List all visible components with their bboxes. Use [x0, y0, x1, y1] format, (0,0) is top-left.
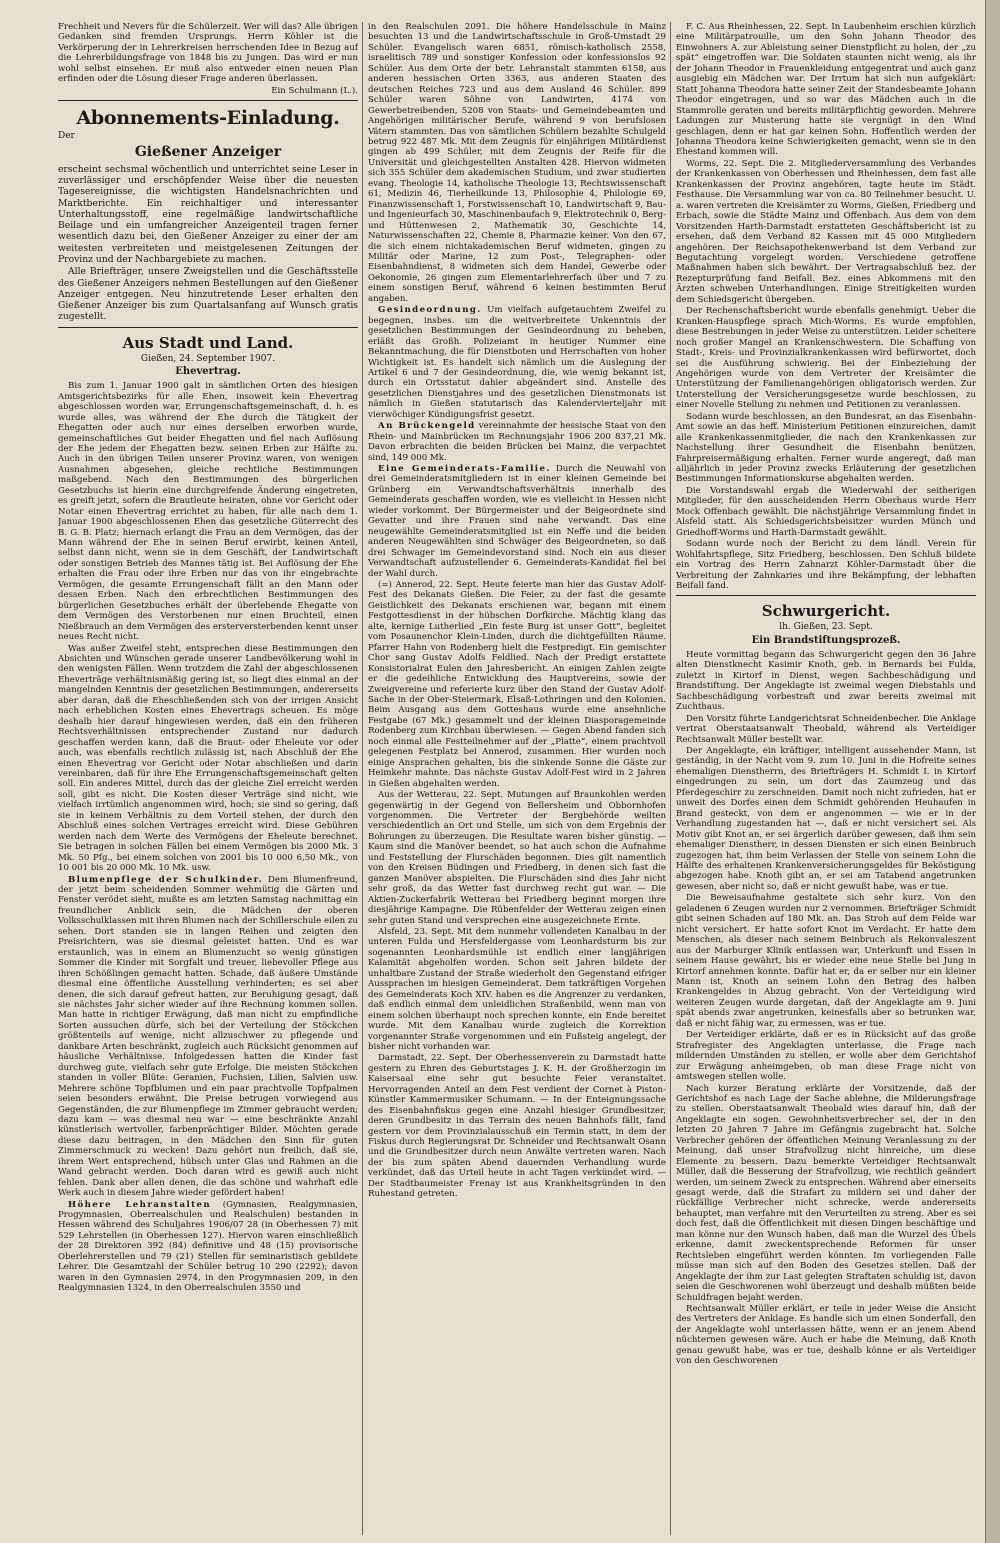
- article-paragraph: Bis zum 1. Januar 1900 galt in sämtlichen Orten des hiesigen Amtsgerichtsbezirks für alle Ehen, insoweit kein Ehevertrag abgeschlossen worden war, Errungenschaftsgemeinschaft, d. h. es wurde alles, was während der Ehe durch die Tätigkeit der Ehegatten oder auch nur eines derselben erworben wurde, gemeinschaftliches Gut beider Ehegatten und fiel nach Auflösung der Ehe jedem der Ehegatten bezw. seinen Erben zur Hälfte zu. Auch in den übrigen Teilen unserer Provinz waren, von wenigen Ausnahmen abgesehen, gleiche rechtliche Bestimmungen maßgebend. Nach den Bestimmungen des bürgerlichen Gesetzbuchs ist hierin eine durchgreifende Änderung eingetreten, es greift jetzt, sofern die Brautleute heiraten, ohne vor Gericht oder Notar einen Ehevertrag errichtet zu haben, für alle nach dem 1. Januar 1900 abgeschlossenen Ehen das gesetzliche Güterrecht des B. G. B. Platz; hiernach erlangt die Frau an dem Vermögen, das der Mann während der Ehe in seinen Beruf erwirbt, keinen Anteil, selbst dann nicht, wenn sie in dem Geschäft, der Landwirtschaft oder sonstigen Betrieb des Mannes tätig ist. Bei Auflösung der Ehe erhalten die Frau oder ihre Erben nur das von ihr eingebrachte Vermögen, die gesamte Errungenschaft fällt an den Mann oder dessen Erben. Nach den erbrechtlichen Bestimmungen des bürgerlichen Gesetzbuches erhält der überlebende Ehegatte von dem Vermögen des Verstorbenen nur einen Bruchteil, einen Nießbrauch an dem Vermögen des ersterversterbenden kennt unser neues Recht nicht.: [58, 381, 358, 643]
- article-worms-2: Der Rechenschaftsbericht wurde ebenfalls genehmigt. Ueber die Kranken-Hauspflege sprach Mich-Worms. Es wurde empfohlen, diese Bestrebungen in jeder Weise zu unterstützen. Leider scheitere noch großer Mangel an Krankenschwestern. Die Schaffung von Stadt-, Kreis- und Provinzialkrankenkassen wird befürwortet, doch sei die Ausführung schwierig. Bei der Einbeziehung der Angehörigen wurde von dem Vertreter der Kreisämter die Unterstützung der Familienangehörigen obligatorisch werden. Zur Unterstellung der Versicherungsgesetze wurde beschlossen, zu einer Novelle Stellung zu nehmen und Petitionen zu veranlassen.: [676, 306, 976, 411]
- article-lead-gemeinderat: Eine Gemeinderats-Familie.: [378, 464, 551, 475]
- article-alsfeld: Alsfeld, 23. Sept. Mit dem nunmehr vollendeten Kanalbau in der unteren Fulda und Hersfeldergasse vom Leonhardsturm bis zur sogenannten Leonhardsmühle ist endlich einer langjährigen Kalamität abgeholfen worden. Schon seit Jahren bildete der unhaltbare Zustand der Straße wiederholt den Gegenstand eifriger Aussprachen im hiesigen Gemeinderat. Dem tatkräftigen Vorgehen des Gemeinderats Koch XIV. haben es die Angrenzer zu verdanken, daß endlich einmal dem unleidlichen Straßenbild, wenn man von einem solchen überhaupt noch sprechen konnte, ein Ende bereitet wurde. Mit dem Kanalbau wurde zugleich die Korrektion vorgenannter Straße vorgenommen und ein Fußsteig angelegt, der bisher nicht vorhanden war.: [368, 926, 666, 1052]
- court-paragraph: Nach kurzer Beratung erklärte der Vorsitzende, daß der Gerichtshof es nach Lage der Sache ablehne, die Milderungsfrage zu stellen. Oberstaatsanwalt Theobald wies darauf hin, daß der Angeklagte ein sogen. Gewohnheitsverbrecher sei, der in den letzten 20 Jahren 7 Jahre im Gefängnis zugebracht hat. Solche Verbrecher gehören der öffentlichen Meinung Veranlassung zu der Meinung, daß unser Strafvollzug nicht hinreiche, um diese Elemente zu bessern. Dazu bemerkte Verteidiger Rechtsanwalt Müller, daß die Besserung der Strafvollzug, wie rechtlich geändert werden, um seinem Zweck zu entsprechen. Während aber einerseits gesagt werde, daß die Strafart zu mildern sei und daher der rückfällige Verbrecher nicht schrecke, werde andererseits behauptet, man verfahre mit den Verurteilten zu streng. Aber es sei doch fest, daß die Öffentlichkeit mit diesen Dingen beschäftige und man könne nur den Wunsch haben, daß man die Wurzel des Übels erkenne, damit zweckentsprechende Reformen für unser Rechtsleben eingeführt werden könnten. Im vorliegenden Falle müsse man sich auf den Boden des Gesetzes stellen. Daß der Angeklagte der ihm zur Last gelegten Straftaten schuldig ist, davon seien die Geschworenen wohl überzeugt und deshalb müßten beide Schuldfragen bejaht werden.: [676, 1083, 976, 1303]
- article-worms-3: Sodann wurde beschlossen, an den Bundesrat, an das Eisenbahn-Amt sowie an das heff. Ministerium Petitionen einzureichen, damit alle Krankenkassenmitglieder, die nach den Krankenkassen zur Nachstellung ihrer Gesundheit die Eisenbahn benützen, Fahrpreisermäßigung erhalten. Ferner wurde angeregt, daß man alljährlich in jeder Provinz zwecks Erläuterung der gesetzlichen Bestimmungen Informationskurse abgehalten werden.: [676, 411, 976, 485]
- column-rule: [670, 22, 671, 1535]
- article-text: Dem Blumenfreund, der jetzt beim scheidenden Sommer wehmütig die Gärten und Fenster verödet sieht, mußte es am letzten Samstag nachmittag ein freundlicher Anblick sein, die Mädchen der oberen Volksschulklassen mit ihren Blumen nach der Schillerschule eilen zu sehen. Dort standen sie in langen Reihen und zeigten den Preisrichtern, was sie diesmal geleistet hatten. Und es war erstaunlich, was in einem an Blumenzucht so wenig günstigen Sommer die Kinder mit Sorgfalt und treuer, liebevoller Pflege aus ihren Schößlingen gemacht hatten. Schade, daß äußere Umstände diesmal eine öffentliche Ausstellung verhinderten; es sei aber denen, die sich darauf gefreut hatten, zur Beruhigung gesagt, daß sie nächstes Jahr sicher wieder auf ihre Rechnung kommen sollen. Man hatte in richtiger Erwägung, daß man nicht zu empfindliche Sorten aussuchen dürfe, sich bei der Verteilung der Stöckchen größtenteils auf wenige, nicht allzuschwer zu pflegende und dankbare Arten beschränkt, zugleich auch Rücksicht genommen auf häusliche Verhältnisse. Infolgedessen hatten die Kinder fast durchweg gute, vielfach sehr gute Erfolge. Die meisten Stöckchen standen in voller Blüte: Geranien, Fuchsien, Lilien, Salvien usw. Mehrere schöne Topfblumen und ein paar prachtvolle Topfpalmen seien besonders erwähnt. Die Preise betrugen vorwiegend aus Gegenständen, die zur Blumenpflege im Zimmer gebraucht werden; dazu kam — was diesmal neu war — eine beschränkte Anzahl künstlerisch wertvoller, farbenprächtiger Bilder. Möchten gerade diese dazu beitragen, in den Mädchen den Sinn für guten Zimmerschmuck zu wecken! Dazu gehört nun freilich, daß sie, ihrem Wert entsprechend, hübsch unter Glas und Rahmen an die Wand gebracht werden. Doch daran wird es gewiß auch nicht fehlen. Dank aber allen denen, die das schöne und wahrhaft edle Werk auch in diesem Jahre wieder gefördert haben!: [58, 874, 358, 1199]
- court-dateline: lh. Gießen, 23. Sept.: [779, 622, 873, 633]
- article-wetterau: Aus der Wetterau, 22. Sept. Mutungen auf Braunkohlen werden gegenwärtig in der Gegend von Bellersheim und Obbornhofen vorgenommen. Die Vertreter der Bergbehörde weilten verschiedentlich an Ort und Stelle, um sich von dem Ergebnis der Bohrungen zu überzeugen. Die Resultate waren bisher günstig. — Kaum sind die Manöver beendet, so hat auch schon die Aufnahme und Feststellung der Flurschäden begonnen. Dies gilt namentlich von den Kreisen Büdingen und Friedberg, in denen sich fast die ganzen Manöver abspielten. Die Flurschäden sind dies Jahr nicht sehr groß, da das Wetter fast durchweg recht gut war. — Die Aktien-Zuckerfabrik Wetterau bei Friedberg beginnt morgen ihre diesjährige Kampagne. Die Rübenfelder der Wetterau zeigen einen sehr guten Stand und versprechen eine ausgezeichnete Ernte.: [368, 790, 666, 926]
- intro-signature: Ein Schulmann (L.).: [271, 85, 358, 96]
- section-title: Aus Stadt und Land.: [122, 333, 294, 352]
- paper-name: Gießener Anzeiger: [134, 143, 282, 160]
- article-lead-brueckengeld: An Brückengeld: [378, 421, 476, 432]
- subscription-body: erscheint sechsmal wöchentlich und unterrichtet seine Leser in zuverlässiger und erschöpfender Weise über die neuesten Tagesereignisse, die wichtigsten Handelsnachrichten und Marktberichte. Ein reichhaltiger und interessanter Unterhaltungsstoff, eine regelmäßige landwirtschaftliche Beilage und ein umfangreicher Anzeigenteil tragen ferner wesentlich dazu bei, den Gießener Anzeiger zu einer der am weitesten verbreiteten und meistgelesenen Zeitungen der Provinz und der Nachbargebiete zu machen.: [58, 163, 358, 265]
- subscription-headline: Abonnements-Einladung.: [76, 107, 340, 130]
- column-2: [368, 22, 666, 1535]
- article-title-ehevertrag: Ehevertrag.: [175, 366, 241, 378]
- article-paragraph: in den Realschulen 2091. Die höhere Handelsschule in Mainz besuchten 13 und die Landwirtschaftsschule in Groß-Umstadt 29 Schüler. Evangelisch waren 6851, römisch-katholisch 2558, israelitisch 789 und sonstiger Konfession oder konfessionslos 92 Schüler. Aus dem Orte der betr. Lehranstalt stammten 6158, aus anderen hessischen Orten 3363, aus anderen Staaten des deutschen Reiches 723 und aus dem Ausland 46 Schüler. 899 Schüler waren Söhne von Landwirten, 4174 von Gewerbetreibenden, 5208 von Staats- und Gemeindebeamten und Angehörigen militärischer Berufe, während 9 von berufslosen Vätern stammten. Das von sämtlichen Schülern bezahlte Schulgeld betrug 922 487 Mk. Mit dem Zeugnis für einjährigen Militärdienst gingen ab 499 Schüler, mit dem Zeugnis der Reife für die Universität und gleichgestellten Anstalten 428. Hiervon widmeten sich 355 Schüler dem akademischen Studium, und zwar studierten evang. Theologie 14, katholische Theologie 13, Rechtswissenschaft 61, Medizin 46, Tierheilkunde 13, Philosophie 4, Philologie 69, Finanzwissenschaft 1, Forstwissenschaft 10, Landwirtschaft 9, Bau- und Ingenieurfach 30, Maschinenbaufach 9, Elektrotechnik 0, Berg- und Hüttenwesen 2, Mathematik 30, Geschichte 14, Naturwissenschaften 22, Chemie 8, Pharmazie keiner. Von den 67, die sich einem nichtakademischen Beruf widmeten, gingen zu Militär oder Marine, 12 zum Post-, Telegraphen- oder Eisenbahndienst, 8 widmeten sich dem Handel, Gewerbe oder Oekonomie, 26 gingen zum Elementarlehrerfach über und 7 zu einem sonstigen Beruf, während 6 keinen bestimmten Beruf angaben.: [368, 22, 666, 304]
- article-worms: Worms, 22. Sept. Die 2. Mitgliederversammlung des Verbandes der Krankenkassen von Oberhessen und Rheinhessen, dem fast alle Krankenkassen der Provinz angehören, tagte heute im Städt. Festhause. Die Versammlung war von ca. 80 Teilnehmer besucht. U. a. waren vertreten die Kreisämter zu Worms, Gießen, Friedberg und Erbach, sowie die Städte Mainz und Offenbach. Aus dem von dem Vorsitzenden Harth-Darmstadt erstatteten Geschäftsbericht ist zu ersehen, daß dem Verband 82 Kassen mit 45 000 Mitgliedern angehören. Der Reichsapothekenwerband ist dem Verband zur Begutachtung vorgelegt worden. Verschiedene getroffene Maßnahmen haben sich bewährt. Der Vertragsabschluß bez. der Rezepturprüfung fand Beifall. Bez. eines Abkommens mit den Ärzten schweben Unterhandlungen. Einige Streitigkeiten wurden dem Schiedsgericht übergeben.: [676, 158, 976, 305]
- article-lead-lehranstalten: Höhere Lehranstalten: [68, 1199, 211, 1210]
- article-darmstadt: Darmstadt, 22. Sept. Der Oberhessenverein zu Darmstadt hatte gestern zu Ehren des Geburtstages J. K. H. der Großherzogin im Kaisersaal eine sehr gut besuchte Feier veranstaltet. Hervorragenden Anteil an dem Fest verdient der Cornet à Piston-Künstler Kammermusiker Schumann. — In der Enteignungssache des Eisenbahnfiskus gegen eine Anzahl hiesiger Grundbesitzer, deren Grundbesitz in das Terrain des neuen Bahnhofs fällt, fand gestern vor dem Provinzialausschuß ein Termin statt, in dem der Fiskus durch Regierungsrat Dr. Schneider und Rechtsanwalt Osann und die Grundbesitzer durch neun Anwälte vertreten waren. Nach der bis zum späten Abend dauernden Verhandlung wurde verkündet, daß das Urteil heute in acht Tagen verkündet wird. — Der Stadtbaumeister Frenay ist aus Krankheitsgründen in den Ruhestand getreten.: [368, 1053, 666, 1200]
- intro-paragraph: Frechheit und Nevers für die Schülerzeit. Wer will das? Alle übrigen Gedanken sind fremden Ursprungs. Herrn Köhler ist die Verkörperung der in Lehrerkreisen herrschenden Idee in Bezug auf die Lehrerbildungsfrage von 1848 bis zu Jungen. Das wird er nun wohl selbst einsehen. Er muß also entweder einen neuen Plan erfinden oder die Lösung dieser Frage anderen überlassen.: [58, 22, 358, 85]
- court-paragraph: Heute vormittag begann das Schwurgericht gegen den 36 Jahre alten Dienstknecht Kasimir Knoth, geb. in Bernards bei Fulda, zuletzt in Kirtorf in Dienst, wegen Sachbeschädigung und Brandstiftung. Der Angeklagte ist zweimal wegen Diebstahls und Sachbeschädigung vorbestraft und zwar bereits zweimal mit Zuchthaus.: [676, 649, 976, 713]
- article-worms-5: Sodann wurde noch der Bericht zu dem ländl. Verein für Wohlfahrtspflege, Sitz Friedberg, beschlossen. Den Schluß bildete ein Vortrag des Herrn Zahnarzt Köhler-Darmstadt über die Verbreitung der Zahnkaries und ihre Bekämpfung, der lebhaften Beifall fand.: [676, 539, 976, 592]
- court-paragraph: Den Vorsitz führte Landgerichtsrat Schneidenbecher. Die Anklage vertrat Oberstaatsanwalt Theobald, während als Verteidiger Rechtsanwalt Müller bestellt war.: [676, 713, 976, 745]
- column-3: [676, 22, 976, 1535]
- article-lead-gesindeordnung: Gesindeordnung.: [378, 305, 482, 316]
- court-paragraph: Der Angeklagte, ein kräftiger, intelligent aussehender Mann, ist geständig, in der Nacht vom 9. zum 10. Juni in die Hofreite seines ehemaligen Dienstherrn, des Briefträgers H. Schmidt I. in Kirtorf eingedrungen zu sein, um dort das Zaumzeug und das Pferdegeschirr zu zerschneiden. Damit noch nicht zufrieden, hat er unweit des Dorfes einen dem Schmidt gehörenden Heuhaufen in Brand gesteckt, von dem er angenommen — wie er in der Verhandlung zugestanden hat —, daß er nicht versichert sei. Als Motiv gibt Knot an, er sei ärgerlich darüber gewesen, daß ihm sein ehemaliger Dienstherr, in dessen Diensten er sich einen Beinbruch zugezogen hat, ihm beim Verlassen der Stelle von seinem Lohn die Hälfte des erhaltenen Krankenversicherungsgeldes für Beköstigung abgezogen habe. Knoth gibt an, er sei am Tatabend angetrunken gewesen, aber nicht so, daß er nicht gewußt habe, was er tue.: [676, 746, 976, 892]
- court-paragraph: Die Beweisaufnahme gestaltete sich sehr kurz. Von den geladenen 6 Zeugen wurden nur 2 vernommen. Briefträger Schmidt gibt seinen Schaden auf 180 Mk. an. Das Stroh auf dem Felde war nicht versichert. Er hatte sofort Knot im Verdacht. Er hatte dem Menschen, als dieser nach seinem Beinbruch als Rekonvaleszent aus der Marburger Klinik entlassen war, Unterkunft und Essen in seinem Hause gewährt, bis er wieder eine neue Stelle bei Jung in Kirtorf annehmen konnte. Dafür hat er, da er selber nur ein kleiner Mann ist, Knoth an seinem Lohn den Betrag des halben Krankengeldes in Abzug gebracht. Von der Verteidigung wird weiteren Zeugen wurde dargetan, daß der Angeklagte am 9. Juni spät abends zwar angetrunken, keinesfalls aber so betrunken war, daß er nicht fähig war, zu ermessen, was er tue.: [676, 893, 976, 1029]
- article-annerod: (=) Annerod, 22. Sept. Heute feierte man hier das Gustav Adolf-Fest des Dekanats Gießen. Die Feier, zu der fast die gesamte Geistlichkeit des Dekanats erschienen war, begann mit einem Festgottesdienst in der hübschen Dorfkirche. Mächtig klang das alte, kernige Lutherlied „Ein feste Burg ist unser Gott“, begleitet vom Posaunenchor Klein-Linden, durch die dichtgefüllten Räume. Pfarrer Hahn von Rodenberg hielt die Festpredigt. Ein gemischter Chor sang Gustav Adolfs Feldlied. Nach der Predigt erstattete Konsistorialrat Eulen den Jahresbericht. An einigen Zahlen zeigte er die gedeihliche Entwicklung des Hauptvereins, sowie der Zweigvereine und referierte kurz über den Stand der Gustav Adolf-Sache in der Ober-Steiermark, Elsaß-Lothringen und den Kolonien. Beim Ausgang aus dem Gotteshaus wurde eine ansehnliche Festgabe (67 Mk.) gesammelt und der kleinen Diasporagemeinde Rodenberg zum Kirchbau überwiesen. — Gegen Abend fanden sich noch einmal alle Festteilnehmer auf der „Platte“, einem prachtvoll gelegenen Festplatz bei Annerod, zusammen. Hier wurden noch einige Ansprachen gehalten, bis die sinkende Sonne die Gäste zur Heimkehr mahnte. Das nächste Gustav Adolf-Fest wird in 2 Jahren in Gießen abgehalten werden.: [368, 580, 666, 789]
- subscription-der: Der: [58, 131, 75, 142]
- court-paragraph: Der Verteidiger erklärte, daß er es in Rücksicht auf das große Strafregister des Angeklagten unterlasse, die Frage nach mildernden Umständen zu stellen, er wolle aber dem Gerichtshof zur Erwägung anheimgeben, ob man diese Frage nicht von amtswegen stellen wolle.: [676, 1030, 976, 1083]
- divider: [58, 327, 358, 328]
- section-title-court: Schwurgericht.: [761, 602, 891, 621]
- article-text: vereinnahmte der hessische Staat von den Rhein- und Mainbrücken im Rechnungsjahr 1906 200 837,21 Mk. Davon erbrachten die beiden Brücken bei Mainz, die verpachtet sind, 149 000 Mk.: [368, 421, 666, 463]
- article-text: Um vielfach aufgetauchtem Zweifel zu begegnen, insbes. um die weitverbreitete Unkenntnis der gesetzlichen Bestimmungen der Gesindeordnung zu beheben, erläßt das Großh. Polizeiamt in heutiger Nummer eine Bekanntmachung, die für Dienstboten und Herrschaften von hoher Wichtigkeit ist. Es handelt sich nämlich um die Auslegung der Artikel 6 und 7 der Gesindeordnung, die, wie wenig bekannt ist, durch ein Ortsstatut dahier abgeändert sind. Anstelle des gesetzlichen Dienstjahres und des gesetzlichen Dienstmonats ist nämlich in Gießen statutarisch das Kalendervierteljahr mit vierwöchiger Kündigungsfrist gesetzt.: [368, 305, 666, 420]
- page-binding-edge: [985, 0, 1000, 1543]
- article-paragraph: Was außer Zweifel steht, entsprechen diese Bestimmungen den Absichten und Wünschen gerade unserer Landbevölkerung wohl in den wenigsten Fällen. Wenn trotzdem die Zahl der abgeschlossenen Eheverträge verhältnismäßig gering ist, so liegt dies einmal an der mangelnden Kenntnis der gesetzlichen Bestimmungen, andererseits aber daran, daß die Eheschließenden sich von der irrigen Ansicht nach erheblichen Kosten eines Ehevertrags scheuen. Es möge deshalb hier darauf hingewiesen werden, daß ein den früheren Rechtsverhältnissen entsprechender Zustand nur dadurch geschaffen werden kann, daß die Braut- oder Eheleute vor oder auch, was ebenfalls rechtlich zulässig ist, nach Abschluß der Ehe einen Ehevertrag vor Gericht oder Notar abschließen und darin vereinbaren, daß für ihre Ehe Errungenschaftsgemeinschaft gelten soll. Ein anderes Mittel, durch das der gleiche Ziel erreicht werden soll, gibt es nicht. Die Kosten dieser Verträge sind nicht, wie vielfach irrtümlich angenommen wird, hoch; sie sind so gering, daß sie in keinem Verhältnis zu dem Vorteil stehen, der durch den Abschluß eines solchen Vertrages erreicht wird. Diese Gebühren werden nach dem Werte des Vermögens der Eheleute berechnet. Sie betragen in solchen Fällen bei einem Vermögen bis 2000 Mk. 3 Mk. 50 Pfg., bei einem solchen von 2001 bis 10 000 6,50 Mk., von 10 001 bis 20 000 Mk. 10 Mk. usw.: [58, 643, 358, 874]
- dateline: Gießen, 24. September 1907.: [140, 353, 276, 364]
- divider: [676, 595, 976, 596]
- article-rheinhessen: F. C. Aus Rheinhessen, 22. Sept. In Laubenheim erschien kürzlich eine Militärpatrouille, um den Sohn Johann Theodor des Einwohners A. zur Ableistung seiner Dienstpflicht zu holen, der „zu spät“ eingetroffen war. Die Soldaten staunten nicht wenig, als ihr der Johann Theodor in Frauenkleidung entgegentrat und auch ganz ausgiebig ein Mädchen war. Der Irrtum hat sich nun aufgeklärt: Statt Johanna Theodora hatte seiner Zeit der Standesbeamte Johann Theodor eingetragen, und so war das Mädchen auch in die Stammrolle geraten und bereits militärpflichtig geworden. Mehrere Ladungen zur Musterung hatte sie vergnügt in den Wind geschlagen, denn er hat gar keinen Sohn. Hoffentlich werden der Johanna Theodora keine Schwierigkeiten gemacht, wenn sie in den Ehestand kommen will.: [676, 22, 976, 158]
- article-worms-4: Die Vorstandswahl ergab die Wiederwahl der seitherigen Mitglieder, für den ausscheidenden Herrn Oberhaus wurde Herr Mock Offenbach gewählt. Die nächstjährige Versammlung findet in Alsfeld statt. Als Schiedsgerichtsbeisitzer wurden Münch und Griedhoff-Worms und Harth-Darmstadt gewählt.: [676, 485, 976, 538]
- court-subtitle: Ein Brandstiftungsprozeß.: [751, 634, 901, 646]
- article-text: (Gymnasien, Realgymnasien, Progymnasien, Oberrealschulen und Realschulen) bestanden in Hessen während des Schuljahres 1906/07 28 (in Oberhessen 7) mit 529 Lehrstellen (in Oberhessen 127). Hiervon waren einschließlich der 28 Direktoren 392 (84) definitive und 48 (15) provisorische Oberlehrerstellen und 79 (21) Stellen für seminaristisch gebildete Lehrer. Die Gesamtzahl der Schüler betrug 10 290 (2292); davon waren in den Gymnasien 2974, in den Progymnasien 209, in den Realgymnasien 1324, in den Oberrealschulen 3550 und: [58, 1199, 358, 1294]
- column-1: [58, 22, 358, 1535]
- column-rule: [362, 22, 363, 1535]
- divider: [58, 100, 358, 101]
- article-lead-blumenpflege: Blumenpflege der Schulkinder.: [68, 874, 264, 885]
- subscription-body-2: Alle Briefträger, unsere Zweigstellen und die Geschäftsstelle des Gießener Anzeigers nehmen Bestellungen auf den Gießener Anzeiger entgegen. Neu hinzutretende Leser erhalten den Gießener Anzeiger bis zum Quartalsanfang auf Wunsch gratis zugestellt.: [58, 266, 358, 323]
- article-text: Durch die Neuwahl von drei Gemeinderatsmitgliedern ist in einer kleinen Gemeinde bei Grünberg ein Verwandtschaftsverhältnis innerhalb des Gemeinderats geschaffen worden, wie es vielleicht in Hessen nicht wieder vorkommt. Der Bürgermeister und der Beigeordnete sind Gevatter und ihre Frauen sind nahe verwandt. Das eine neugewählte Gemeinderatsmitglied ist ein Neffe und die beiden anderen Neugewählten sind Schwäger des Beigeordneten, so daß drei Schwager im Gemeindevorstand sind. Noch ein aus dieser Verwandtschaft aufzustellender 6. Gemeinderats-Kandidat fiel bei der Wahl durch.: [368, 464, 666, 579]
- court-paragraph: Rechtsanwalt Müller erklärt, er teile in jeder Weise die Ansicht des Vertreters der Anklage. Es handle sich um einen Sonderfall, den der Angeklagte wohl unterlassen hätte, wenn er an jenem Abend nüchternen gewesen wäre. Auch er habe die Meinung, daß Knoth genau gewußt habe, was er tue, deshalb könne er als Verteidiger von den Geschworenen: [676, 1304, 976, 1367]
